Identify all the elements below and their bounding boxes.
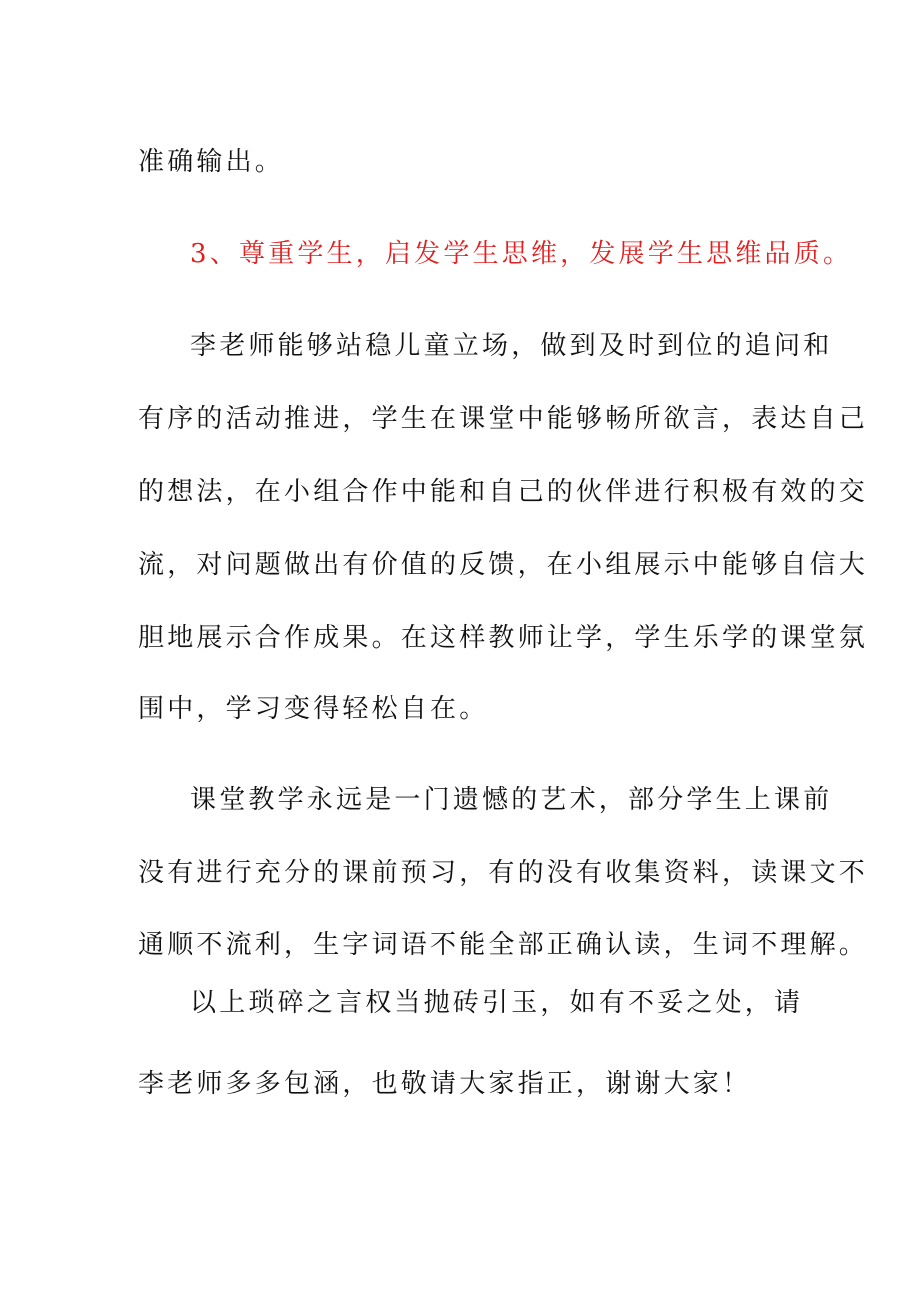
section-heading: 3、尊重学生，启发学生思维，发展学生思维品质。 xyxy=(190,239,853,269)
paragraph-line: 李老师能够站稳儿童立场，做到及时到位的追问和 xyxy=(190,331,833,361)
paragraph-line: 的想法，在小组合作中能和自己的伙伴进行积极有效的交 xyxy=(138,477,869,507)
paragraph-line: 以上琐碎之言权当抛砖引玉，如有不妥之处，请 xyxy=(190,988,804,1018)
paragraph-line: 没有进行充分的课前预习，有的没有收集资料，读课文不 xyxy=(138,858,869,888)
paragraph-line: 李老师多多包涵，也敬请大家指正，谢谢大家！ xyxy=(138,1069,752,1099)
paragraph-line: 通顺不流利，生字词语不能全部正确认读，生词不理解。 xyxy=(138,930,869,960)
paragraph-line: 有序的活动推进，学生在课堂中能够畅所欲言，表达自己 xyxy=(138,404,869,434)
paragraph-line: 胆地展示合作成果。在这样教师让学，学生乐学的课堂氛 xyxy=(138,623,869,653)
paragraph-line: 课堂教学永远是一门遗憾的艺术，部分学生上课前 xyxy=(190,785,833,815)
paragraph-line: 围中，学习变得轻松自在。 xyxy=(138,694,489,724)
paragraph-line: 流，对问题做出有价值的反馈，在小组展示中能够自信大 xyxy=(138,550,869,580)
paragraph-line-continuation: 准确输出。 xyxy=(138,147,285,177)
